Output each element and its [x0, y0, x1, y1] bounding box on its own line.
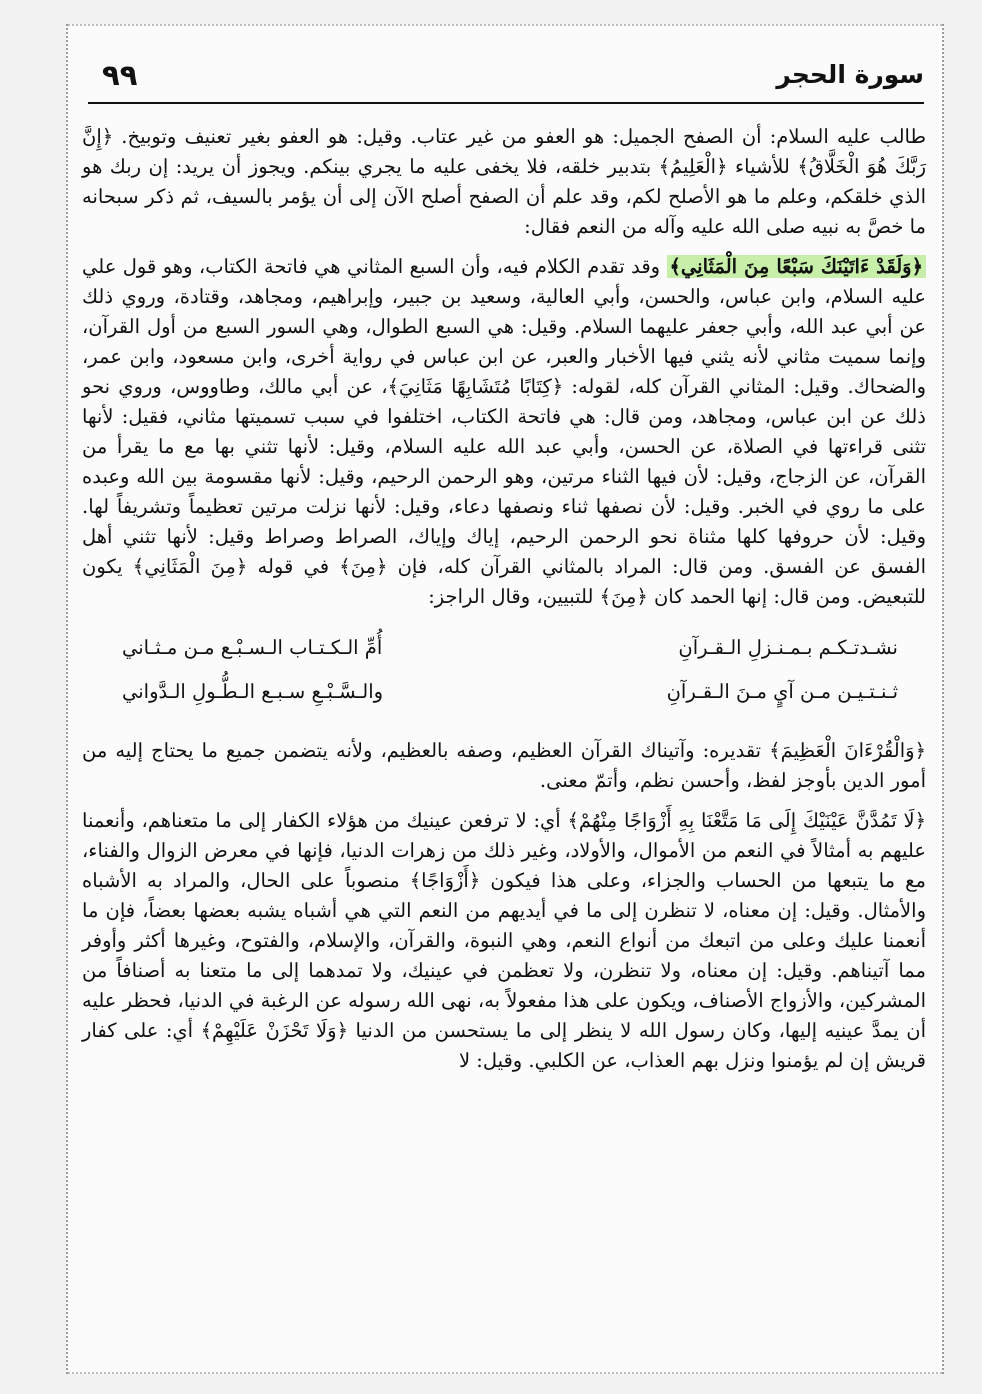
paragraph-la-tamuddanna: ﴿لَا تَمُدَّنَّ عَيْنَيْكَ إِلَى مَا مَتَّعْنَا بِهِ أَزْوَاجًا مِنْهُمْ﴾ أي: لا ترفعن عينيك من هؤلاء الكفار إلى ما متعناهم، وأنعمنا عليهم به أمثالاً في النعم من الأموال، والأولاد، وغير ذلك من زهرات الدنيا، فإنها في معرض الزوال والفناء، مع ما يتبعها من الحساب والجزاء، وعلى هذا فيكون ﴿أَزْوَاجًا﴾ منصوباً على الحال، والمراد به الأشباه والأمثال. وقيل: إن معناه، لا تنظرن إلى ما في أيديهم من النعم التي هي أشباه يشبه بعضها بعضاً، فإن ما أنعمنا عليك وعلى من اتبعك من أنواع النعم، وهي النبوة، والقرآن، والإسلام، والفتوح، وغيرها أكثر وأوفر مما آتيناهم. وقيل: إن معناه، ولا تنظرن، ولا تعظمن في عينيك، ولا تمدهما إلى ما متعنا به أصنافاً من المشركين، والأزواج الأصناف، ويكون على هذا مفعولاً به، نهى الله رسوله عن الرغبة في الدنيا، فحظر عليه أن يمدَّ عينيه إليها، وكان رسول الله لا ينظر إلى ما يستحسن من الدنيا ﴿وَلَا تَحْزَنْ عَلَيْهِمْ﴾ أي: على كفار قريش إن لم يؤمنوا ونزل بهم العذاب، عن الكلبي. وقيل: لا	[82, 809, 926, 1072]
paragraph-intro: طالب عليه السلام: أن الصفح الجميل: هو العفو من غير عتاب. وقيل: هو العفو بغير تعنيف وتوبيخ. ﴿إِنَّ رَبَّكَ هُوَ الْخَلَّاقُ﴾ للأشياء ﴿الْعَلِيمُ﴾ بتدبير خلقه، فلا يخفى عليه ما يجري بينكم. ويجوز أن يريد: إن ربك هو الذي خلقكم، وعلم ما هو الأصلح لكم، وقد علم أن الصفح أصلح الآن إلى أن يؤمر بالسيف، ثم ذكر سبحانه ما خصَّ به نبيه صلى الله عليه وآله من النعم فقال:	[82, 125, 926, 238]
poem-hemistich-left: والـسَّـبْـعِ سـبـع الـطُّـولِ الـدَّواني	[122, 680, 384, 703]
poem-block	[82, 626, 926, 714]
page-header	[88, 58, 924, 108]
body-text	[82, 122, 926, 1086]
paragraph-quran-azim: ﴿وَالْقُرْءَانَ الْعَظِيمَ﴾ تقديره: وآتيناك القرآن العظيم، وصفه بالعظيم، ولأنه يتضمن جميع ما يحتاج إليه من أمور الدين بأوجز لفظ، وأحسن نظم، وأتمّ معنى.	[82, 739, 926, 792]
header-rule	[88, 102, 924, 104]
book-page	[66, 24, 944, 1374]
page-top-edge	[68, 24, 942, 36]
paragraph-sab-al-mathani-text: وقد تقدم الكلام فيه، وأن السبع المثاني هي فاتحة الكتاب، وهو قول علي عليه السلام، وابن عباس، والحسن، وأبي العالية، وسعيد بن جبير، وإبراهيم، ومجاهد، وقتادة، وروي ذلك عن أبي عبد الله، وأبي جعفر عليهما السلام. وقيل: هي السبع الطوال، وهي السور السبع من أول القرآن، وإنما سميت مثاني لأنه يثني فيها الأخبار والعبر، عن ابن عباس في رواية أخرى، وابن مسعود، وابن عمر، والضحاك. وقيل: المثاني القرآن كله، لقوله: ﴿كِتَابًا مُتَشَابِهًا مَثَانِيَ﴾، عن أبي مالك، وطاووس، وروي نحو ذلك عن ابن عباس، ومجاهد، ومن قال: هي فاتحة الكتاب، اختلفوا في سبب تسميتها مثاني، فقيل: لأنها تثنى قراءتها في الصلاة، عن الحسن، وأبي عبد الله عليه السلام، وقيل: لأنها تثني بها مع ما يقرأ من القرآن، عن الزجاج، وقيل: لأن فيها الثناء مرتين، وهو الرحمن الرحيم، وقيل: لأنها مقسومة بين الله وعبده على ما روي في الخبر. وقيل: لأن نصفها ثناء ونصفها دعاء، وقيل: لأنها نزلت مرتين تعظيماً وتشريفاً لها. وقيل: لأن حروفها كلها مثناة نحو الرحمن الرحيم، إياك وإياك، الصراط وصراط وقيل: لأنها تثني أهل الفسق عن الفسق. ومن قال: المراد بالمثاني القرآن كله، فإن ﴿مِنَ﴾ في قوله ﴿مِنَ الْمَثَانِي﴾ يكون للتبعيض. ومن قال: إنها الحمد كان ﴿مِنَ﴾ للتبيين، وقال الراجز:	[82, 255, 926, 608]
poem-line	[82, 670, 926, 714]
poem-hemistich-right: ثـنـتـيـن مـن آيٍ مـنَ الـقـرآنِ	[666, 680, 898, 703]
poem-line	[82, 626, 926, 670]
sura-title: سورة الحجر	[776, 60, 924, 89]
poem-hemistich-left: أُمِّ الـكـتـاب الـسـبْـع مـن مـثـاني	[122, 636, 383, 659]
paragraph-sab-al-mathani	[82, 252, 926, 612]
page-number: ٩٩	[102, 58, 138, 92]
highlighted-verse: ﴿وَلَقَدْ ءَاتَيْنَكَ سَبْعًا مِنَ الْمَثَانِي﴾	[667, 255, 927, 278]
page-bottom-edge	[68, 1362, 942, 1374]
poem-hemistich-right: نشـدتـكـم بـمـنـزلِ الـقـرآنِ	[678, 636, 898, 659]
